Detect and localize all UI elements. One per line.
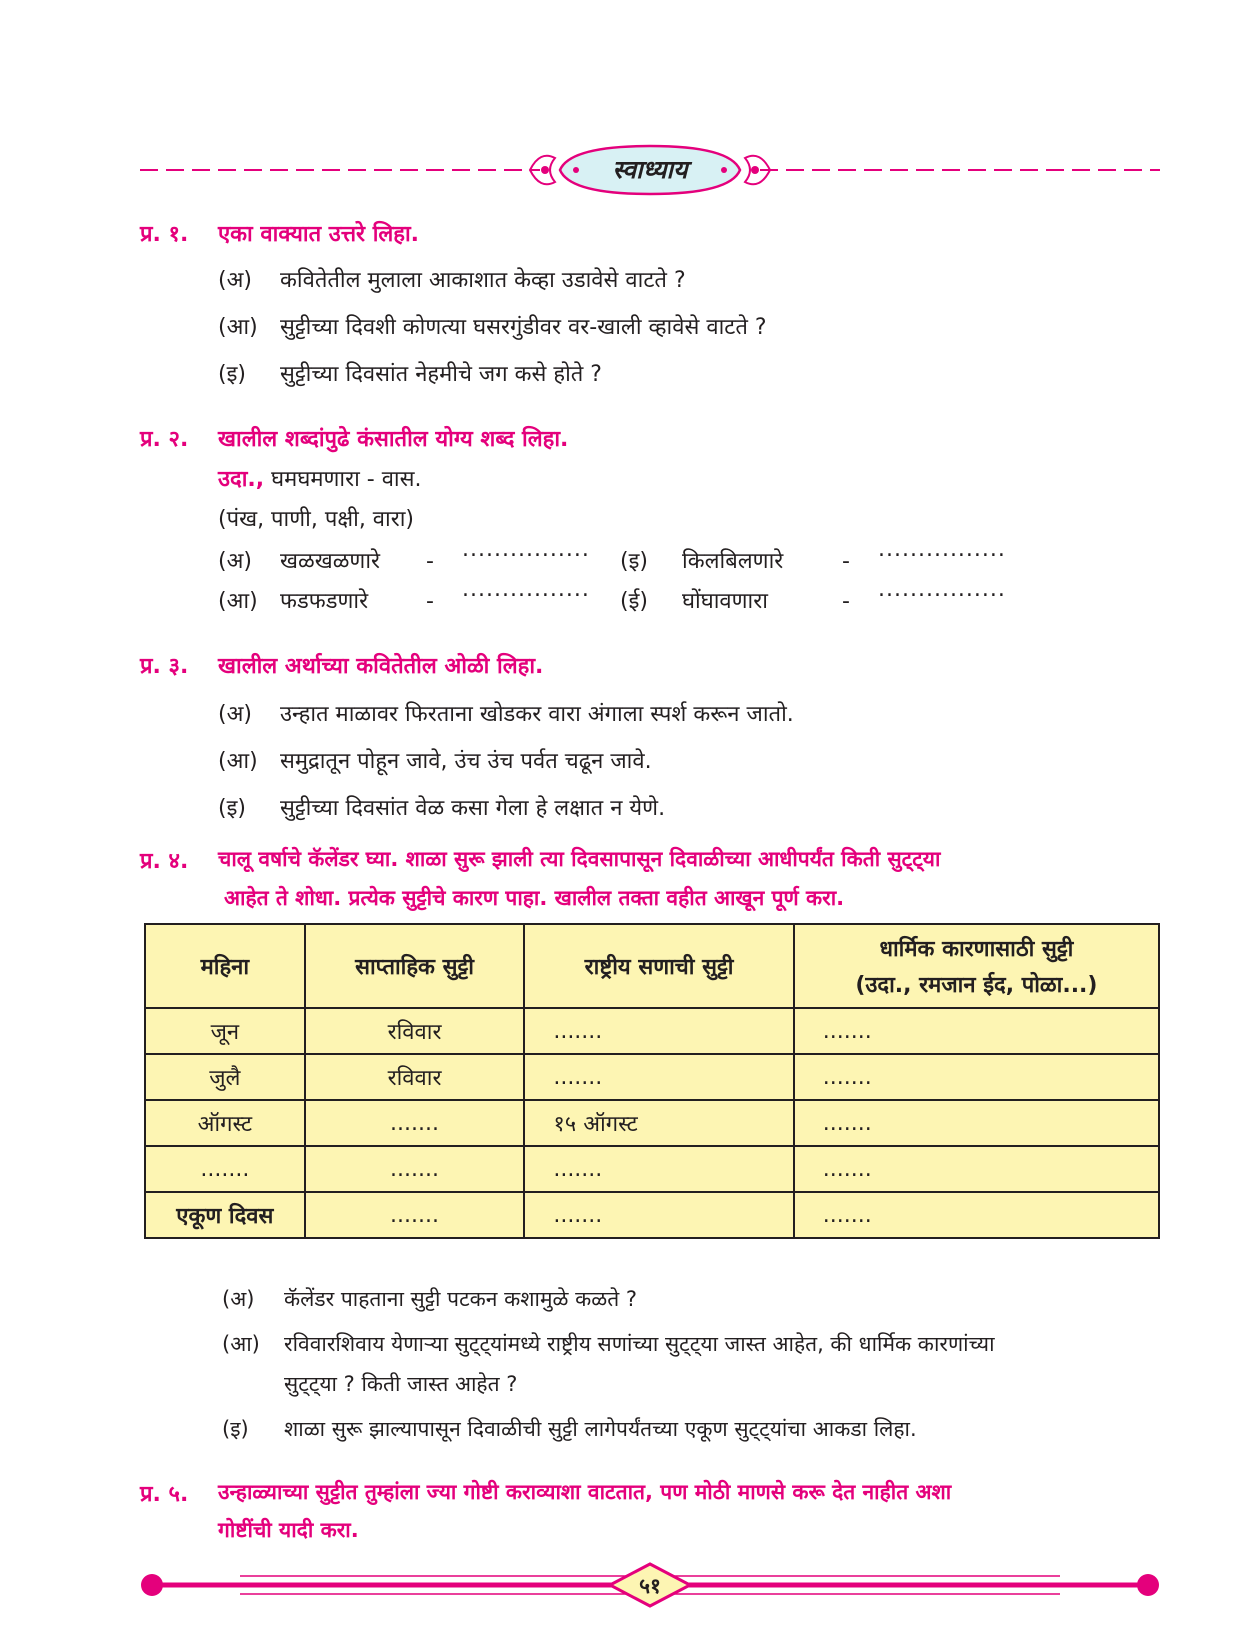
q1-item-aa-label: (आ)	[218, 315, 258, 340]
q2-item-ii	[620, 577, 1006, 615]
table-cell: .......	[794, 1008, 1159, 1054]
table-header-weekly: साप्ताहिक सुट्टी	[305, 924, 525, 1008]
q4-item-i-label: (इ)	[222, 1417, 249, 1441]
table-row-total	[145, 1192, 1159, 1238]
footer-ornament	[140, 1562, 1160, 1608]
q3-item-i-label: (इ)	[218, 796, 246, 821]
q1-item-a	[218, 264, 686, 294]
q2-item-aa	[218, 577, 590, 615]
table-cell: .......	[524, 1192, 793, 1238]
table-cell: .......	[794, 1146, 1159, 1192]
q4-title-line2: आहेत ते शोधा. प्रत्येक सुट्टीचे कारण पाहा. खालील तक्ता वहीत आखून पूर्ण करा.	[224, 886, 845, 910]
q3-item-i	[218, 792, 665, 822]
table-row	[145, 1008, 1159, 1054]
table-cell: .......	[524, 1054, 793, 1100]
q2-item-ii-dash: -	[842, 589, 850, 614]
q4-number: प्र. ४.	[140, 849, 189, 874]
q3-item-aa-text: समुद्रातून पोहून जावे, उंच उंच पर्वत चढून जावे.	[280, 749, 652, 774]
q2-example-text: घमघमणारा - वास.	[271, 467, 422, 492]
q1-item-i-text: सुट्टीच्या दिवसांत नेहमीचे जग कसे होते ?	[280, 362, 602, 387]
q4-item-aa	[222, 1330, 995, 1358]
q2-item-a-dash: -	[426, 549, 434, 574]
table-cell: १५ ऑगस्ट	[524, 1100, 793, 1146]
q4-item-a-label: (अ)	[222, 1287, 255, 1311]
table-cell: रविवार	[305, 1008, 525, 1054]
table-row	[145, 1054, 1159, 1100]
q2-item-ii-label: (ई)	[620, 589, 648, 614]
q5-title-line2: गोष्टींची यादी करा.	[218, 1518, 359, 1542]
q2-item-i-word: किलबिलणारे	[682, 549, 784, 574]
table-cell: .......	[145, 1146, 305, 1192]
table-cell: .......	[305, 1146, 525, 1192]
q4-item-a	[222, 1285, 637, 1313]
q1-item-aa	[218, 311, 767, 341]
q2-item-ii-word: घोंघावणारा	[682, 589, 768, 614]
q3-number: प्र. ३.	[140, 654, 189, 679]
table-cell: .......	[794, 1192, 1159, 1238]
q2-example-label: उदा.,	[218, 467, 265, 492]
q2-item-i-blank: ................	[878, 537, 1006, 562]
q4-item-aa-text: रविवारशिवाय येणाऱ्या सुट्ट्यांमध्ये राष्ट्रीय सणांच्या सुट्ट्या जास्त आहेत, की धार्मिक कारणांच्या	[284, 1332, 995, 1356]
q1-item-i-label: (इ)	[218, 362, 246, 387]
q2-number: प्र. २.	[140, 427, 189, 452]
table-header-row	[145, 924, 1159, 1008]
q2-item-aa-dash: -	[426, 589, 434, 614]
q3-title: खालील अर्थाच्या कवितेतील ओळी लिहा.	[218, 654, 544, 679]
q2-item-i-label: (इ)	[620, 549, 648, 574]
q5-number: प्र. ५.	[140, 1482, 189, 1507]
table-cell: .......	[794, 1054, 1159, 1100]
q3-item-aa-label: (आ)	[218, 749, 258, 774]
table-cell: .......	[524, 1008, 793, 1054]
table-cell: .......	[794, 1100, 1159, 1146]
table-header-religious	[794, 924, 1159, 1008]
q2-title: खालील शब्दांपुढे कंसातील योग्य शब्द लिहा.	[218, 427, 569, 452]
q4-title-line1: चालू वर्षाचे कॅलेंडर घ्या. शाळा सुरू झाली त्या दिवसापासून दिवाळीच्या आधीपर्यंत किती सुट्ट्या	[218, 847, 941, 871]
q1-item-aa-text: सुट्टीच्या दिवशी कोणत्या घसरगुंडीवर वर-खाली व्हावेसे वाटते ?	[280, 315, 767, 340]
holiday-table	[144, 923, 1160, 1239]
table-cell: जुलै	[145, 1054, 305, 1100]
table-cell-total-label: एकूण दिवस	[145, 1192, 305, 1238]
q1-item-a-label: (अ)	[218, 268, 252, 293]
q4-item-i	[222, 1415, 917, 1443]
q1-number: प्र. १.	[140, 222, 189, 247]
q1-item-a-text: कवितेतील मुलाला आकाशात केव्हा उडावेसे वाटते ?	[280, 268, 686, 293]
q2-item-i	[620, 537, 1006, 575]
q2-item-ii-blank: ................	[878, 577, 1006, 602]
q4-item-aa-text-line2: सुट्ट्या ? किती जास्त आहेत ?	[284, 1372, 518, 1396]
q2-item-a-word: खळखळणारे	[280, 549, 381, 574]
q4-item-a-text: कॅलेंडर पाहताना सुट्टी पटकन कशामुळे कळते ?	[284, 1287, 638, 1311]
q2-item-i-dash: -	[842, 549, 850, 574]
q2-options: (पंख, पाणी, पक्षी, वारा)	[218, 507, 415, 532]
q5-title-line1: उन्हाळ्याच्या सुट्टीत तुम्हांला ज्या गोष्टी कराव्याशा वाटतात, पण मोठी माणसे करू देत नाहीत अशा	[218, 1480, 952, 1504]
q1-title: एका वाक्यात उत्तरे लिहा.	[218, 222, 420, 247]
q2-example	[218, 463, 422, 493]
page-number: ५१	[639, 1574, 661, 1598]
q2-item-a-label: (अ)	[218, 549, 252, 574]
table-header-religious-title: धार्मिक कारणासाठी सुट्टी	[879, 937, 1074, 962]
header-banner	[140, 140, 1160, 200]
q3-item-a-text: उन्हात माळावर फिरताना खोडकर वारा अंगाला स्पर्श करून जातो.	[280, 702, 794, 727]
q3-item-i-text: सुट्टीच्या दिवसांत वेळ कसा गेला हे लक्षात न येणे.	[280, 796, 666, 821]
q4-item-i-text: शाळा सुरू झाल्यापासून दिवाळीची सुट्टी लागेपर्यंतच्या एकूण सुट्ट्यांचा आकडा लिहा.	[284, 1417, 917, 1441]
table-cell: .......	[524, 1146, 793, 1192]
table-cell: .......	[305, 1100, 525, 1146]
header-title: स्वाध्याय	[612, 155, 688, 184]
q3-item-aa	[218, 745, 652, 775]
table-header-religious-example: (उदा., रमजान ईद, पोळा...)	[855, 973, 1098, 998]
q1-item-i	[218, 358, 602, 388]
table-cell: ऑगस्ट	[145, 1100, 305, 1146]
q2-item-aa-word: फडफडणारे	[280, 589, 369, 614]
q2-item-a-blank: ................	[462, 537, 590, 562]
q2-item-aa-label: (आ)	[218, 589, 258, 614]
table-row	[145, 1100, 1159, 1146]
table-row	[145, 1146, 1159, 1192]
q3-item-a	[218, 698, 794, 728]
q2-item-a	[218, 537, 590, 575]
table-cell: .......	[305, 1192, 525, 1238]
table-cell: रविवार	[305, 1054, 525, 1100]
table-header-national: राष्ट्रीय सणाची सुट्टी	[524, 924, 793, 1008]
q2-item-aa-blank: ................	[462, 577, 590, 602]
table-cell: जून	[145, 1008, 305, 1054]
table-header-month: महिना	[145, 924, 305, 1008]
q3-item-a-label: (अ)	[218, 702, 252, 727]
q4-item-aa-label: (आ)	[222, 1332, 260, 1356]
